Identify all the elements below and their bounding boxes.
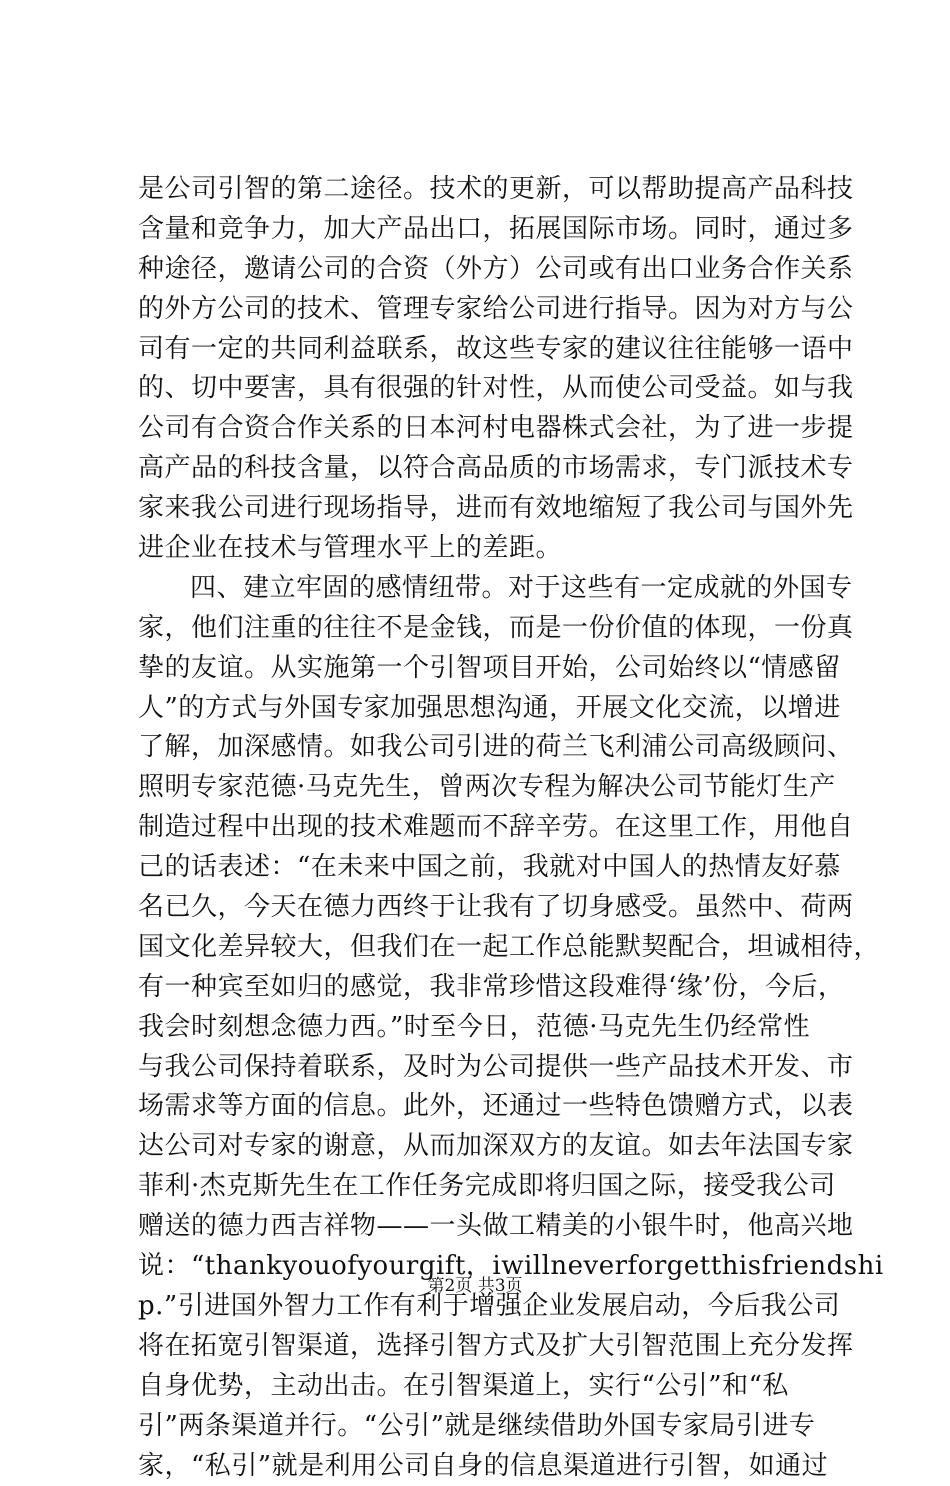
text-line: 的、切中要害，具有很强的针对性，从而使公司受益。如与我 <box>138 369 828 409</box>
text-line: 达公司对专家的谢意，从而加深双方的友谊。如去年法国专家 <box>138 1127 828 1167</box>
text-line: 进企业在技术与管理水平上的差距。 <box>138 529 828 569</box>
text-line: 赠送的德力西吉祥物——一头做工精美的小银牛时，他高兴地 <box>138 1207 828 1247</box>
text-line: 司有一定的共同利益联系，故这些专家的建议往往能够一语中 <box>138 330 828 370</box>
text-line: 将在拓宽引智渠道，选择引智方式及扩大引智范围上充分发挥 <box>138 1327 828 1367</box>
page-number-footer: 第2页 共3页 <box>0 1271 950 1296</box>
text-line: 场需求等方面的信息。此外，还通过一些特色馈赠方式，以表 <box>138 1087 828 1127</box>
text-line: 挚的友谊。从实施第一个引智项目开始，公司始终以“情感留 <box>138 649 828 689</box>
text-line: 有一种宾至如归的感觉，我非常珍惜这段难得‘缘’份，今后， <box>138 968 828 1008</box>
text-line: 种途径，邀请公司的合资（外方）公司或有出口业务合作关系 <box>138 250 828 290</box>
text-line: p.”引进国外智力工作有利于增强企业发展启动，今后我公司 <box>138 1287 828 1327</box>
text-line: 的外方公司的技术、管理专家给公司进行指导。因为对方与公 <box>138 290 828 330</box>
text-line: 自身优势，主动出击。在引智渠道上，实行“公引”和“私 <box>138 1367 828 1407</box>
text-line: 家，“私引”就是利用公司自身的信息渠道进行引智，如通过 <box>138 1447 828 1486</box>
text-line: 含量和竞争力，加大产品出口，拓展国际市场。同时，通过多 <box>138 210 828 250</box>
text-line: 是公司引智的第二途径。技术的更新，可以帮助提高产品科技 <box>138 170 828 210</box>
text-line: 与我公司保持着联系，及时为公司提供一些产品技术开发、市 <box>138 1048 828 1088</box>
text-line: 人”的方式与外国专家加强思想沟通，开展文化交流，以增进 <box>138 689 828 729</box>
paragraph-start-line: 四、建立牢固的感情纽带。对于这些有一定成就的外国专 <box>138 569 828 609</box>
text-line: 我会时刻想念德力西。”时至今日，范德·马克先生仍经常性 <box>138 1008 828 1048</box>
text-line: 名已久，今天在德力西终于让我有了切身感受。虽然中、荷两 <box>138 888 828 928</box>
text-line: 了解，加深感情。如我公司引进的荷兰飞利浦公司高级顾问、 <box>138 728 828 768</box>
text-line: 国文化差异较大，但我们在一起工作总能默契配合，坦诚相待， <box>138 928 828 968</box>
text-line: 说：“thankyouofyourgift，iwillneverforgetthisfriendshi <box>138 1247 828 1287</box>
text-line: 高产品的科技含量，以符合高品质的市场需求，专门派技术专 <box>138 449 828 489</box>
text-line: 家来我公司进行现场指导，进而有效地缩短了我公司与国外先 <box>138 489 828 529</box>
text-line: 公司有合资合作关系的日本河村电器株式会社，为了进一步提 <box>138 409 828 449</box>
text-line: 照明专家范德·马克先生，曾两次专程为解决公司节能灯生产 <box>138 768 828 808</box>
text-line: 己的话表述：“在未来中国之前，我就对中国人的热情友好慕 <box>138 848 828 888</box>
text-line: 家，他们注重的往往不是金钱，而是一份价值的体现，一份真 <box>138 609 828 649</box>
text-line: 引”两条渠道并行。“公引”就是继续借助外国专家局引进专 <box>138 1407 828 1447</box>
text-line: 菲利·杰克斯先生在工作任务完成即将归国之际，接受我公司 <box>138 1167 828 1207</box>
text-line: 制造过程中出现的技术难题而不辞辛劳。在这里工作，用他自 <box>138 808 828 848</box>
